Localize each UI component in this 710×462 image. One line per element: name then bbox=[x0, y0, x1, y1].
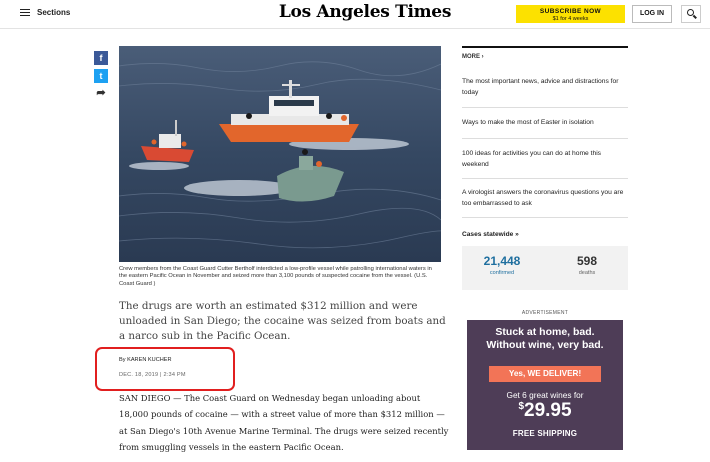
login-button[interactable]: LOG IN bbox=[632, 5, 672, 23]
more-item-news[interactable]: The most important news, advice and distractions for today bbox=[462, 78, 619, 96]
divider bbox=[462, 138, 628, 139]
photo-caption: Crew members from the Coast Guard Cutter Bertholf interdicted a low-profile vessel while patrolling international waters in the eastern Pacific Ocean in November and seized more than 3,100 pounds of suspected cocaine from the vessel. (U.S. Coast Guard ) bbox=[119, 266, 432, 287]
wine-ad[interactable] bbox=[467, 320, 623, 450]
advertisement-label: ADVERTISEMENT bbox=[521, 310, 569, 316]
confirmed-value: 21,448 bbox=[483, 254, 521, 268]
divider bbox=[462, 217, 628, 218]
search-icon-handle bbox=[693, 15, 697, 19]
facebook-share-icon[interactable]: f bbox=[94, 51, 108, 65]
deaths-label: deaths bbox=[578, 270, 596, 276]
more-label: MORE bbox=[462, 54, 480, 60]
confirmed-label: confirmed bbox=[489, 270, 515, 276]
cases-statewide-link[interactable]: Cases statewide » bbox=[462, 231, 519, 238]
ad-price-symbol: $ bbox=[518, 401, 524, 412]
chevron-right-icon: › bbox=[481, 54, 484, 60]
more-link[interactable] bbox=[462, 54, 484, 60]
ad-offer-text: Get 6 great wines for bbox=[506, 390, 584, 400]
sections-label: Sections bbox=[37, 8, 71, 17]
more-item-activities[interactable]: 100 ideas for activities you can do at home this weekend bbox=[462, 150, 602, 168]
twitter-share-icon[interactable]: t bbox=[94, 69, 108, 83]
masthead-logo[interactable]: Los Angeles Times bbox=[278, 2, 452, 22]
ad-cta-button[interactable]: Yes, WE DELIVER! bbox=[489, 366, 601, 382]
byline-prefix: By bbox=[119, 357, 126, 363]
ad-shipping: FREE SHIPPING bbox=[512, 429, 578, 438]
author-link[interactable]: KAREN KUCHER bbox=[127, 357, 172, 363]
ad-price-value: 29.95 bbox=[524, 400, 572, 421]
byline bbox=[119, 357, 172, 363]
highlight-box bbox=[95, 347, 235, 391]
site-header bbox=[0, 0, 710, 29]
dateline: DEC. 18, 2019 | 2:34 PM bbox=[119, 372, 186, 378]
article-photo bbox=[119, 46, 441, 262]
subscribe-label: SUBSCRIBE NOW bbox=[539, 8, 602, 15]
ad-line-1: Stuck at home, bad. bbox=[495, 326, 595, 338]
ad-line-2: Without wine, very bad. bbox=[486, 339, 604, 351]
deaths-value: 598 bbox=[576, 254, 598, 268]
cases-box bbox=[462, 246, 628, 290]
sections-button[interactable] bbox=[20, 8, 70, 17]
ad-price bbox=[467, 400, 623, 422]
hamburger-icon bbox=[20, 9, 30, 17]
ad-headline bbox=[467, 326, 623, 352]
more-item-virologist[interactable]: A virologist answers the coronavirus questions you are too embarrassed to ask bbox=[462, 189, 624, 207]
divider bbox=[462, 107, 628, 108]
subscribe-offer: $1 for 4 weeks bbox=[552, 16, 589, 22]
deaths-stat bbox=[557, 254, 617, 276]
search-button[interactable] bbox=[681, 5, 701, 23]
share-arrow-icon[interactable]: ➦ bbox=[94, 87, 108, 101]
divider bbox=[462, 178, 628, 179]
more-item-easter[interactable]: Ways to make the most of Easter in isolation bbox=[462, 119, 594, 126]
rail-rule bbox=[462, 46, 628, 48]
subscribe-button[interactable] bbox=[516, 5, 625, 23]
article-deck: The drugs are worth an estimated $312 million and were unloaded in San Diego; the cocaine was seized from boats and a narco sub in the Pacific Ocean. bbox=[119, 300, 446, 342]
article-body: SAN DIEGO — The Coast Guard on Wednesday began unloading about 18,000 pounds of cocaine — with a street value of more than $312 million — at San Diego's 10th Avenue Marine Terminal. The drugs were seized recently from smuggling vessels in the eastern Pacific Ocean. bbox=[119, 393, 449, 453]
confirmed-stat bbox=[472, 254, 532, 276]
